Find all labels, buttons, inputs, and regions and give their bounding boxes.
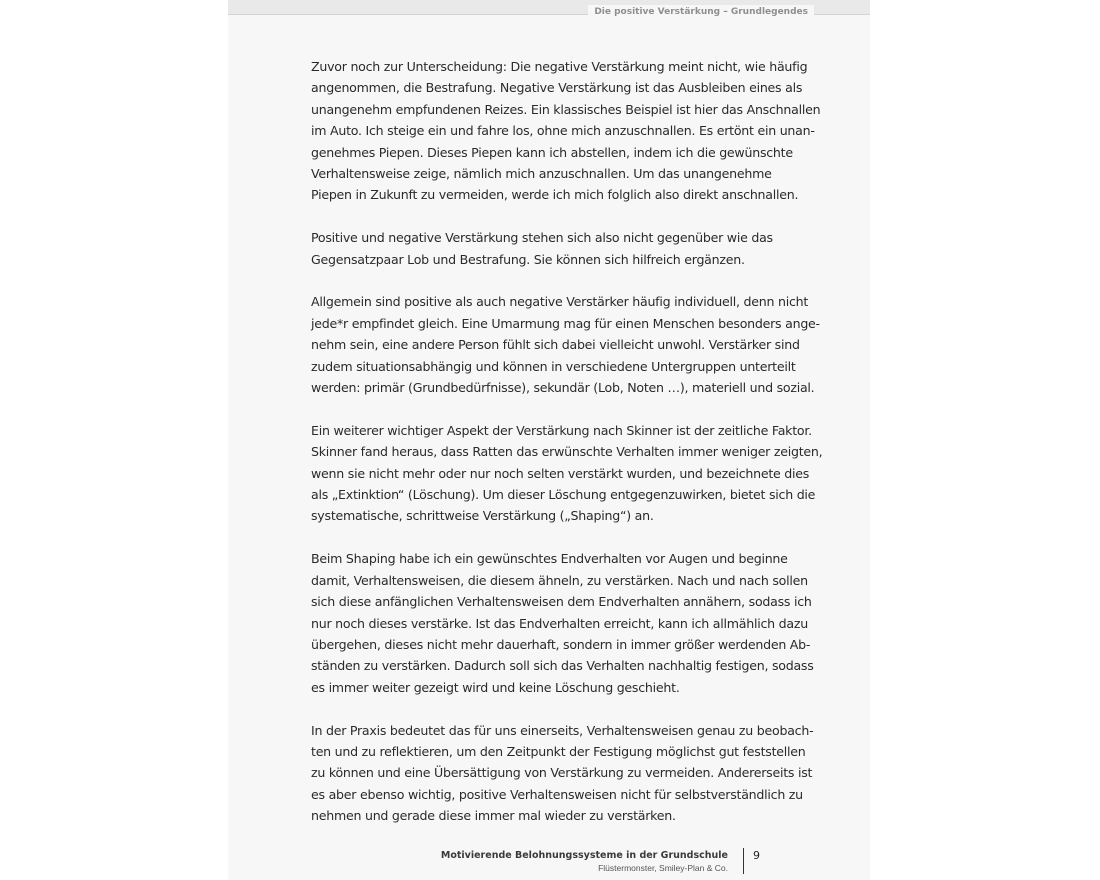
text-line: nehmen und gerade diese immer mal wieder zu verstärken. xyxy=(311,808,676,824)
footer-divider xyxy=(743,848,744,874)
text-line: sich diese anfänglichen Verhaltensweisen dem Endverhalten annähern, sodass ich xyxy=(311,594,812,610)
text-line: Beim Shaping habe ich ein gewünschtes Endverhalten vor Augen und beginne xyxy=(311,551,788,567)
text-line: im Auto. Ich steige ein und fahre los, ohne mich anzuschnallen. Es ertönt ein unan- xyxy=(311,123,815,139)
text-line: Positive und negative Verstärkung stehen sich also nicht gegenüber wie das xyxy=(311,230,773,246)
text-line: zu können und eine Übersättigung von Verstärkung zu vermeiden. Andererseits ist xyxy=(311,765,813,781)
text-line: wenn sie nicht mehr oder nur noch selten verstärkt wurden, und bezeichnete dies xyxy=(311,465,810,481)
text-line: In der Praxis bedeutet das für uns einerseits, Verhaltensweisen genau zu beobach- xyxy=(311,722,814,738)
text-line: als „Extinktion“ (Löschung). Um dieser Löschung entgegenzuwirken, bietet sich die xyxy=(311,487,816,503)
text-line: zudem situationsabhängig und können in verschiedene Untergruppen unterteilt xyxy=(311,358,796,374)
text-line: jede*r empfindet gleich. Eine Umarmung mag für einen Menschen besonders ange- xyxy=(311,315,820,331)
text-line: genehmes Piepen. Dieses Piepen kann ich abstellen, indem ich die gewünschte xyxy=(311,144,793,160)
text-line: systematische, schrittweise Verstärkung („Shaping“) an. xyxy=(311,508,654,524)
paragraph-skinner-timing xyxy=(311,420,821,527)
text-line: nehm sein, eine andere Person fühlt sich dabei vielleicht unwohl. Verstärker sind xyxy=(311,337,800,353)
text-line: damit, Verhaltensweisen, die diesem ähneln, zu verstärken. Nach und nach sollen xyxy=(311,572,808,588)
paragraph-opposites xyxy=(311,227,821,270)
text-line: Ein weiterer wichtiger Aspekt der Verstärkung nach Skinner ist der zeitliche Faktor. xyxy=(311,422,812,438)
paragraph-individual-reinforcers xyxy=(311,291,821,398)
body-text xyxy=(311,56,821,848)
page-number: 9 xyxy=(753,849,760,862)
text-line: nur noch dieses verstärke. Ist das Endverhalten erreicht, kann ich allmählich dazu xyxy=(311,615,808,631)
text-line: ständen zu verstärken. Dadurch soll sich das Verhalten nachhaltig festigen, sodass xyxy=(311,658,814,674)
footer-book-title: Motivierende Belohnungssysteme in der Grundschule xyxy=(440,850,728,861)
text-line: es aber ebenso wichtig, positive Verhaltensweisen nicht für selbstverständlich zu xyxy=(311,786,803,802)
paragraph-shaping xyxy=(311,548,821,698)
text-line: Gegensatzpaar Lob und Bestrafung. Sie können sich hilfreich ergänzen. xyxy=(311,251,745,267)
document-page xyxy=(228,0,870,880)
text-line: ten und zu reflektieren, um den Zeitpunkt der Festigung möglichst gut feststellen xyxy=(311,743,806,759)
text-line: Verhaltensweise zeige, nämlich mich anzuschnallen. Um das unangenehme xyxy=(311,166,772,182)
text-line: Zuvor noch zur Unterscheidung: Die negative Verstärkung meint nicht, wie häufig xyxy=(311,59,808,74)
text-line: Allgemein sind positive als auch negative Verstärker häufig individuell, denn nicht xyxy=(311,294,809,310)
paragraph-practice xyxy=(311,720,821,827)
running-head: Die positive Verstärkung – Grundlegendes xyxy=(588,5,814,19)
text-line: Skinner fand heraus, dass Ratten das erwünschte Verhalten immer weniger zeigten, xyxy=(311,444,823,460)
text-line: übergehen, dieses nicht mehr dauerhaft, sondern in immer größer werdenden Ab- xyxy=(311,636,811,652)
text-line: Piepen in Zukunft zu vermeiden, werde ich mich folglich also direkt anschnallen. xyxy=(311,187,799,203)
text-line: unangenehm empfundenen Reizes. Ein klassisches Beispiel ist hier das Anschnallen xyxy=(311,101,821,117)
text-line: es immer weiter gezeigt wird und keine Löschung geschieht. xyxy=(311,679,680,695)
page-footer xyxy=(440,848,800,878)
text-line: werden: primär (Grundbedürfnisse), sekundär (Lob, Noten …), materiell und sozial. xyxy=(311,380,815,396)
paragraph-negative-reinforcement xyxy=(311,56,821,206)
text-line: angenommen, die Bestrafung. Negative Verstärkung ist das Ausbleiben eines als xyxy=(311,80,803,96)
footer-subtitle: Flüstermonster, Smiley-Plan & Co. xyxy=(598,863,728,873)
